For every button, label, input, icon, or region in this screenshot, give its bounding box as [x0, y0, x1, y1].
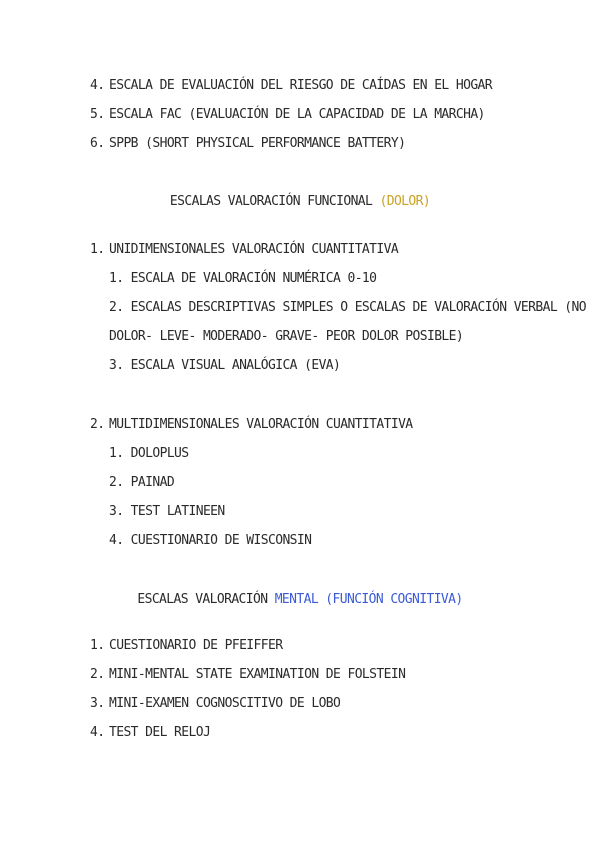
list-item	[90, 77, 492, 95]
list-text: TEST DEL RELOJ	[109, 725, 211, 740]
sub-item: 3. ESCALA VISUAL ANALÓGICA (EVA)	[109, 358, 341, 373]
list-text: ESCALA DE EVALUACIÓN DEL RIESGO DE CAÍDAS EN EL HOGAR	[109, 78, 493, 93]
list-text: ESCALA FAC (EVALUACIÓN DE LA CAPACIDAD DE LA MARCHA)	[109, 107, 485, 122]
list-number: 3.	[90, 696, 105, 711]
list-number: 5.	[90, 107, 105, 122]
section-heading-pain	[0, 193, 600, 211]
sub-item: 4. CUESTIONARIO DE WISCONSIN	[109, 533, 312, 548]
sub-item: 1. ESCALA DE VALORACIÓN NUMÉRICA 0-10	[109, 271, 377, 286]
list-text: UNIDIMENSIONALES VALORACIÓN CUANTITATIVA	[109, 242, 399, 257]
group-title	[90, 416, 413, 434]
heading-text: ESCALAS VALORACIÓN FUNCIONAL	[169, 194, 373, 209]
list-number: 2.	[90, 667, 105, 682]
heading-accent: MENTAL (FUNCIÓN COGNITIVA)	[274, 592, 463, 607]
list-item	[90, 637, 282, 655]
list-text: MULTIDIMENSIONALES VALORACIÓN CUANTITATIVA	[109, 417, 413, 432]
list-number: 2.	[90, 417, 105, 432]
heading-text: ESCALAS VALORACIÓN	[137, 592, 268, 607]
list-item	[90, 695, 340, 713]
list-item	[90, 135, 405, 153]
heading-accent: (DOLOR)	[379, 194, 431, 209]
list-item	[90, 666, 405, 684]
list-number: 1.	[90, 638, 105, 653]
sub-item: 2. PAINAD	[109, 475, 175, 490]
sub-item: 2. ESCALAS DESCRIPTIVAS SIMPLES O ESCALAS DE VALORACIÓN VERBAL (NO	[109, 300, 586, 315]
list-number: 4.	[90, 78, 105, 93]
list-number: 6.	[90, 136, 105, 151]
list-text: CUESTIONARIO DE PFEIFFER	[109, 638, 283, 653]
sub-item: 1. DOLOPLUS	[109, 446, 189, 461]
list-item	[90, 106, 485, 124]
list-number: 4.	[90, 725, 105, 740]
section-heading-mental	[0, 591, 600, 609]
list-text: SPPB (SHORT PHYSICAL PERFORMANCE BATTERY)	[109, 136, 406, 151]
list-text: MINI-MENTAL STATE EXAMINATION DE FOLSTEIN	[109, 667, 406, 682]
list-text: MINI-EXAMEN COGNOSCITIVO DE LOBO	[109, 696, 341, 711]
sub-item-continuation: DOLOR- LEVE- MODERADO- GRAVE- PEOR DOLOR POSIBLE)	[109, 329, 464, 344]
list-number: 1.	[90, 242, 105, 257]
list-item	[90, 724, 210, 742]
group-title	[90, 241, 398, 259]
sub-item: 3. TEST LATINEEN	[109, 504, 225, 519]
